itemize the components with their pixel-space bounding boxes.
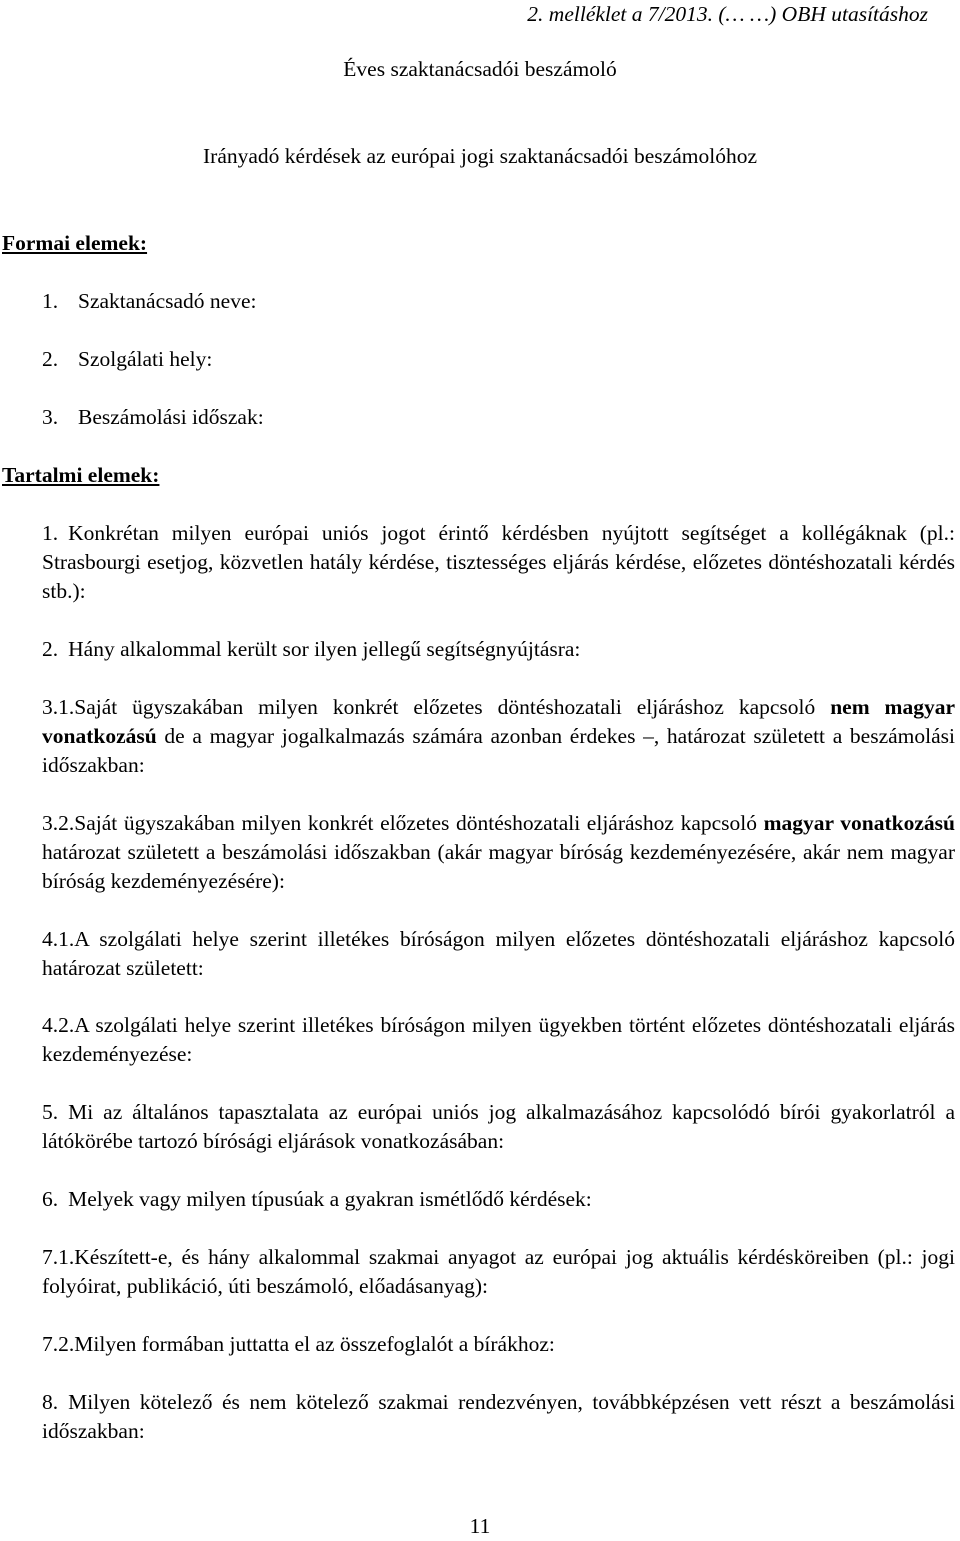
question-number: 5. (42, 1100, 59, 1124)
question-number: 1. (42, 521, 59, 545)
page-number: 11 (469, 1514, 491, 1538)
formal-item-workplace (42, 345, 212, 374)
formal-item-name (42, 287, 257, 316)
question-1 (42, 519, 955, 606)
question-3-1 (42, 693, 955, 780)
question-2 (42, 635, 955, 664)
annex-reference: 2. melléklet a 7/2013. (… …) OBH utasításhoz (527, 2, 928, 26)
question-number: 3.2. (42, 811, 75, 835)
question-number: 7.2. (42, 1332, 75, 1356)
question-text-continued: határozat született a beszámolási időszakban (akár magyar bíróság kezdeményezésére, akár nem magyar bíróság kezdeményezésére): (42, 840, 955, 893)
question-text: Készített-e, és hány alkalommal szakmai anyagot az európai jog aktuális kérdésköreiben (pl.: jogi folyóirat, publikáció, úti beszámoló, előadásanyag): (42, 1245, 955, 1298)
question-text: Saját ügyszakában milyen konkrét előzetes döntéshozatali eljáráshoz kapcsoló (74, 811, 764, 835)
question-3-2 (42, 809, 955, 896)
question-text: Konkrétan milyen európai uniós jogot érintő kérdésben nyújtott segítséget a kollégáknak (pl.: Strasbourgi esetjog, közvetlen hatály kérdése, tisztességes eljárás kérdése, előzetes döntéshozatali kérdés stb.): (42, 521, 955, 603)
question-7-2 (42, 1330, 955, 1359)
question-5 (42, 1098, 955, 1156)
question-number: 6. (42, 1187, 59, 1211)
question-7-1 (42, 1243, 955, 1301)
item-number: 3. (42, 405, 59, 429)
item-text: Szaktanácsadó neve: (78, 289, 257, 313)
content-elements-heading: Tartalmi elemek: (2, 463, 160, 487)
question-4-1 (42, 925, 955, 983)
question-text: Hány alkalommal került sor ilyen jellegű segítségnyújtásra: (68, 637, 581, 661)
document-title: Éves szaktanácsadói beszámoló (343, 57, 617, 81)
document-subtitle: Irányadó kérdések az európai jogi szaktanácsadói beszámolóhoz (203, 144, 757, 168)
question-text: A szolgálati helye szerint illetékes bíróságon milyen ügyekben történt előzetes döntéshozatali eljárás kezdeményezése: (42, 1013, 955, 1066)
question-4-2 (42, 1011, 955, 1069)
question-number: 3.1. (42, 695, 75, 719)
question-text: Milyen kötelező és nem kötelező szakmai rendezvényen, továbbképzésen vett részt a beszámolási időszakban: (42, 1390, 955, 1443)
item-text: Szolgálati hely: (78, 347, 213, 371)
formal-item-period (42, 403, 264, 432)
question-6 (42, 1185, 955, 1214)
question-text: Saját ügyszakában milyen konkrét előzetes döntéshozatali eljáráshoz kapcsoló (74, 695, 831, 719)
question-number: 2. (42, 637, 59, 661)
question-text: Milyen formában juttatta el az összefoglalót a bírákhoz: (74, 1332, 555, 1356)
question-text: Mi az általános tapasztalata az európai uniós jog alkalmazásához kapcsolódó bírói gyakorlatról a látókörébe tartozó bírósági eljárások vonatkozásában: (42, 1100, 955, 1153)
question-text-continued: de a magyar jogalkalmazás számára azonban érdekes –, határozat született a beszámolási időszakban: (42, 724, 955, 777)
question-number: 4.1. (42, 927, 75, 951)
formal-elements-heading: Formai elemek: (2, 231, 148, 255)
item-text: Beszámolási időszak: (78, 405, 264, 429)
question-8 (42, 1388, 955, 1446)
item-number: 1. (42, 289, 59, 313)
question-number: 8. (42, 1390, 59, 1414)
question-number: 7.1. (42, 1245, 75, 1269)
question-number: 4.2. (42, 1013, 75, 1037)
emphasis-text: nem magyar vonatkozású (42, 695, 955, 748)
question-text: A szolgálati helye szerint illetékes bíróságon milyen előzetes döntéshozatali eljáráshoz kapcsoló határozat született: (42, 927, 955, 980)
emphasis-text: magyar vonatkozású (763, 811, 955, 835)
question-text: Melyek vagy milyen típusúak a gyakran ismétlődő kérdések: (68, 1187, 592, 1211)
item-number: 2. (42, 347, 59, 371)
